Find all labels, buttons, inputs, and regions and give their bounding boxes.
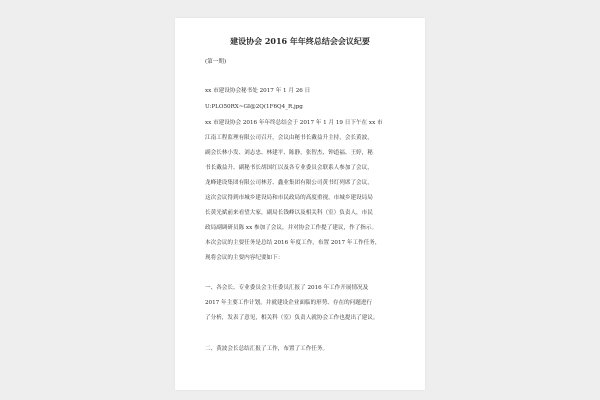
body-line: 龙峰建设集团有限公司林芳、鑫业集团有限公司黄书灯列席了会议， bbox=[205, 180, 373, 186]
body-line: 政局副调研员陈 xx 参加了会议，并对协会工作提了建议，作了指示。 bbox=[205, 225, 378, 231]
body-line: 现将会议的主要内容纪要如下： bbox=[205, 255, 284, 261]
section-2-line: 二、黄波会长总结汇报了工作，布置了工作任务。 bbox=[205, 346, 329, 352]
section-1-line: 一、各会长、专业委员会主任委员汇报了 2016 年工作开展情况及 bbox=[205, 285, 369, 291]
section-1-line: 了分析，发表了意见，相关科（室）负责人就协会工作也提出了建议。 bbox=[205, 315, 379, 321]
document-page bbox=[175, 18, 425, 390]
document-title: 建设协会 2016 年年终总结会会议纪要 bbox=[230, 36, 370, 46]
issue-number: (第一期) bbox=[205, 59, 227, 65]
body-line: 江南工程监理有限公司召开，会议由秘书长戴益升主持，会长黄波， bbox=[205, 135, 373, 141]
section-1-line: 2017 年主要工作计划，并就建设企业面临的形势、存在的问题进行 bbox=[205, 300, 373, 306]
body-line: 书长戴益升、副秘书长胡国红以及各专业委员会联系人参加了会议， bbox=[205, 165, 373, 171]
body-line: 本次会议的主要任务是总结 2016 年度工作，布置 2017 年工作任务， bbox=[205, 240, 381, 246]
image-reference: U:PLO50RX~GI@2Q(1F6Q4_R.jpg bbox=[205, 104, 303, 110]
issuer-date: xx 市建设协会秘书处 2017 年 1 月 26 日 bbox=[205, 88, 311, 94]
body-line: 副会长林小发、刘志忠、林建平、陈静，张智杰、钟道福、王婷，秘 bbox=[205, 150, 373, 156]
body-line: 这次会议得到市城乡建设局和市民政局的高度重视，市城乡建设局局 bbox=[205, 195, 373, 201]
body-line: xx 市建设协会 2016 年年终总结会于 2017 年 1 月 19 日下午在 xx 市 bbox=[205, 120, 383, 126]
body-line: 长黄光斌前来看望大家，副局长钱峰以及相关科（室）负责人，市民 bbox=[205, 210, 373, 216]
